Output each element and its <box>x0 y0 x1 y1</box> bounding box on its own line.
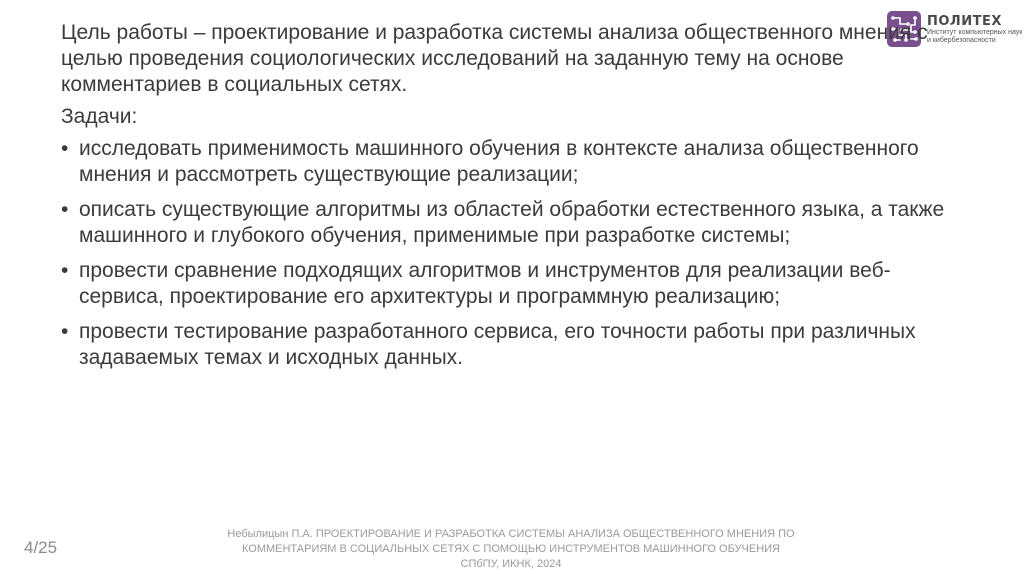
logo-name: ПОЛИТЕХ <box>927 13 1002 29</box>
bullet: • <box>61 320 69 343</box>
task-text: провести тестирование разработанного сервиса, его точности работы при различных задаваемых темах и исходных данных. <box>79 320 916 369</box>
task-text: провести сравнение подходящих алгоритмов и инструментов для реализации веб-сервиса, проектирование его архитектуры и программную реализацию; <box>79 259 891 308</box>
footer-line: КОММЕНТАРИЯМ В СОЦИАЛЬНЫХ СЕТЯХ С ПОМОЩЬЮ ИНСТРУМЕНТОВ МАШИННОГО ОБУЧЕНИЯ <box>241 543 780 555</box>
list-item <box>61 197 961 249</box>
footer-line: СПбПУ, ИКНК, 2024 <box>460 558 562 570</box>
bullet: • <box>61 137 69 160</box>
list-item <box>61 136 961 188</box>
tasks-heading: Задачи: <box>61 105 138 128</box>
list-item <box>61 258 961 310</box>
slide-content <box>61 20 961 380</box>
bullet: • <box>61 259 69 282</box>
goal-text: Цель работы – проектирование и разработка системы анализа общественного мнения с целью проведения социологических исследований на заданную тему на основе комментариев в социальных сетях. <box>61 21 928 96</box>
footer-line: Небылицын П.А. ПРОЕКТИРОВАНИЕ И РАЗРАБОТКА СИСТЕМЫ АНАЛИЗА ОБЩЕСТВЕННОГО МНЕНИЯ ПО <box>227 528 795 540</box>
list-item <box>61 319 961 371</box>
slide-footer <box>200 527 822 572</box>
task-text: описать существующие алгоритмы из областей обработки естественного языка, а также машинного и глубокого обучения, применимые при разработке системы; <box>79 198 945 247</box>
bullet: • <box>61 198 69 221</box>
tasks-list <box>61 136 961 371</box>
task-text: исследовать применимость машинного обучения в контексте анализа общественного мнения и рассмотреть существующие реализации; <box>79 137 919 186</box>
page-number: 4/25 <box>24 538 58 557</box>
logo-subtitle: Институт компьютерных наук и кибербезопасности <box>927 28 1023 44</box>
